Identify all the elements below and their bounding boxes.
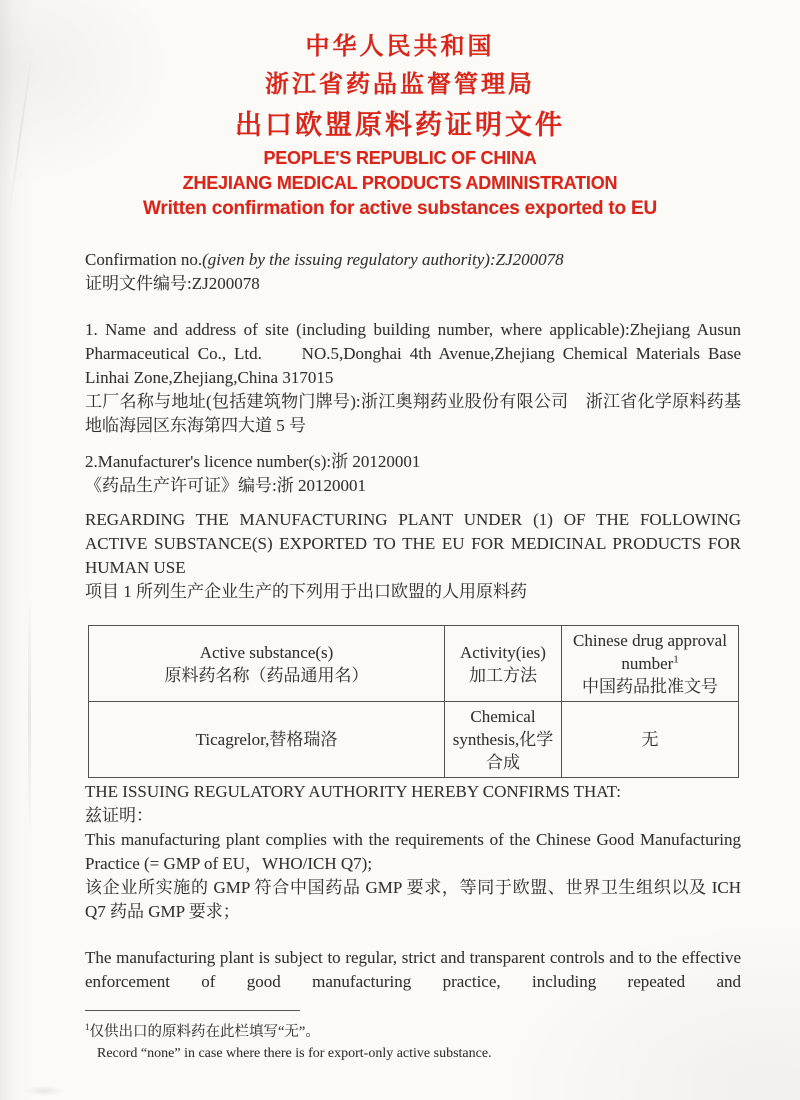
- footnote-marker: 1: [85, 1022, 90, 1033]
- header-title-cn: 出口欧盟原料药证明文件: [235, 110, 565, 140]
- licence-number-en: 2.Manufacturer's licence number(s):浙 20120001: [85, 452, 421, 471]
- licence-number-block: [85, 450, 741, 498]
- controls-paragraph-en: The manufacturing plant is subject to regular, strict and transparent controls and to the effective enforcement of good manufacturing practice, including repeated and: [85, 948, 741, 991]
- header-agency-cn: 浙江省药品监督管理局: [265, 72, 535, 98]
- confirmation-number-en: [85, 248, 741, 272]
- confirmation-value: :ZJ200078: [489, 250, 564, 269]
- confirms-heading-en: THE ISSUING REGULATORY AUTHORITY HEREBY CONFIRMS THAT:: [85, 782, 621, 801]
- cell-activity: Chemical synthesis,化学合成: [445, 702, 562, 778]
- footnote-en: Record “none” in case where there is for export-only active substance.: [97, 1046, 492, 1061]
- document-header: [0, 28, 800, 222]
- header-agency-en: ZHEJIANG MEDICAL PRODUCTS ADMINISTRATION: [182, 173, 618, 193]
- confirmation-number-block: [85, 248, 741, 296]
- header-country-cn: 中华人民共和国: [305, 34, 495, 60]
- column-header-approval-number: [562, 626, 739, 702]
- scan-artifact: [28, 590, 31, 840]
- table-row: [89, 702, 739, 778]
- column-header-active-substance-en: Active substance(s): [199, 642, 334, 662]
- site-name-address-block: [85, 318, 741, 438]
- regarding-statement-block: [85, 508, 741, 604]
- regarding-statement-cn: 项目 1 所列生产企业生产的下列用于出口欧盟的人用原料药: [85, 582, 527, 601]
- column-header-activity: [445, 626, 562, 702]
- confirms-heading-cn: 兹证明：: [85, 806, 153, 825]
- column-header-approval-number-en: [568, 629, 732, 675]
- confirmation-label: Confirmation no.: [85, 250, 203, 269]
- approval-header-text: Chinese drug approval number: [573, 631, 727, 673]
- site-name-address-cn: 工厂名称与地址(包括建筑物门牌号):浙江奥翔药业股份有限公司 浙江省化学原料药基地临海园区东海第四大道 5 号: [85, 392, 741, 435]
- footnote-divider: [85, 1010, 300, 1011]
- footnote-reference-mark: 1: [673, 654, 679, 666]
- gmp-compliance-cn: 该企业所实施的 GMP 符合中国药品 GMP 要求，等同于欧盟、世界卫生组织以及 ICH Q7 药品 GMP 要求；: [85, 878, 741, 921]
- cell-substance: Ticagrelor,替格瑞洛: [89, 702, 445, 778]
- column-header-activity-cn: 加工方法: [469, 665, 537, 685]
- licence-number-cn: 《药品生产许可证》编号:浙 20120001: [85, 476, 366, 495]
- confirmation-parenthetical: (given by the issuing regulatory authority): [202, 250, 490, 269]
- authority-confirms-block: [85, 780, 741, 924]
- column-header-active-substance: [89, 626, 445, 702]
- header-country-en: PEOPLE'S REPUBLIC OF CHINA: [263, 148, 537, 168]
- table-header-row: [89, 626, 739, 702]
- cell-approval: 无: [562, 702, 739, 778]
- column-header-approval-number-cn: 中国药品批准文号: [582, 677, 718, 696]
- footnote-cn: [85, 1022, 725, 1042]
- gmp-compliance-en: This manufacturing plant complies with the requirements of the Chinese Good Manufacturing Practice (= GMP of EU，WHO/ICH Q7);: [85, 830, 741, 873]
- column-header-activity-en: Activity(ies): [460, 642, 546, 662]
- site-name-address-en: 1. Name and address of site (including building number, where applicable):Zhejiang Ausun Pharmaceutical Co., Ltd. NO.5,Donghai 4th Avenue,Zhejiang Chemical Materials Base Linhai Zone,Zhejiang,China 317015: [85, 320, 741, 387]
- confirmation-number-cn: 证明文件编号:ZJ200078: [85, 274, 260, 293]
- footnote-cn-text: 仅供出口的原料药在此栏填写“无”。: [89, 1024, 320, 1040]
- regarding-statement-en: REGARDING THE MANUFACTURING PLANT UNDER (1) OF THE FOLLOWING ACTIVE SUBSTANCE(S) EXPORTED TO THE EU FOR MEDICINAL PRODUCTS FOR HUMAN USE: [85, 510, 741, 577]
- controls-paragraph-block: [85, 946, 741, 994]
- column-header-active-substance-cn: 原料药名称（药品通用名）: [164, 665, 369, 685]
- scan-artifact: [24, 1086, 64, 1096]
- active-substances-table: [88, 625, 739, 778]
- header-title-en: Written confirmation for active substances exported to EU: [142, 198, 657, 219]
